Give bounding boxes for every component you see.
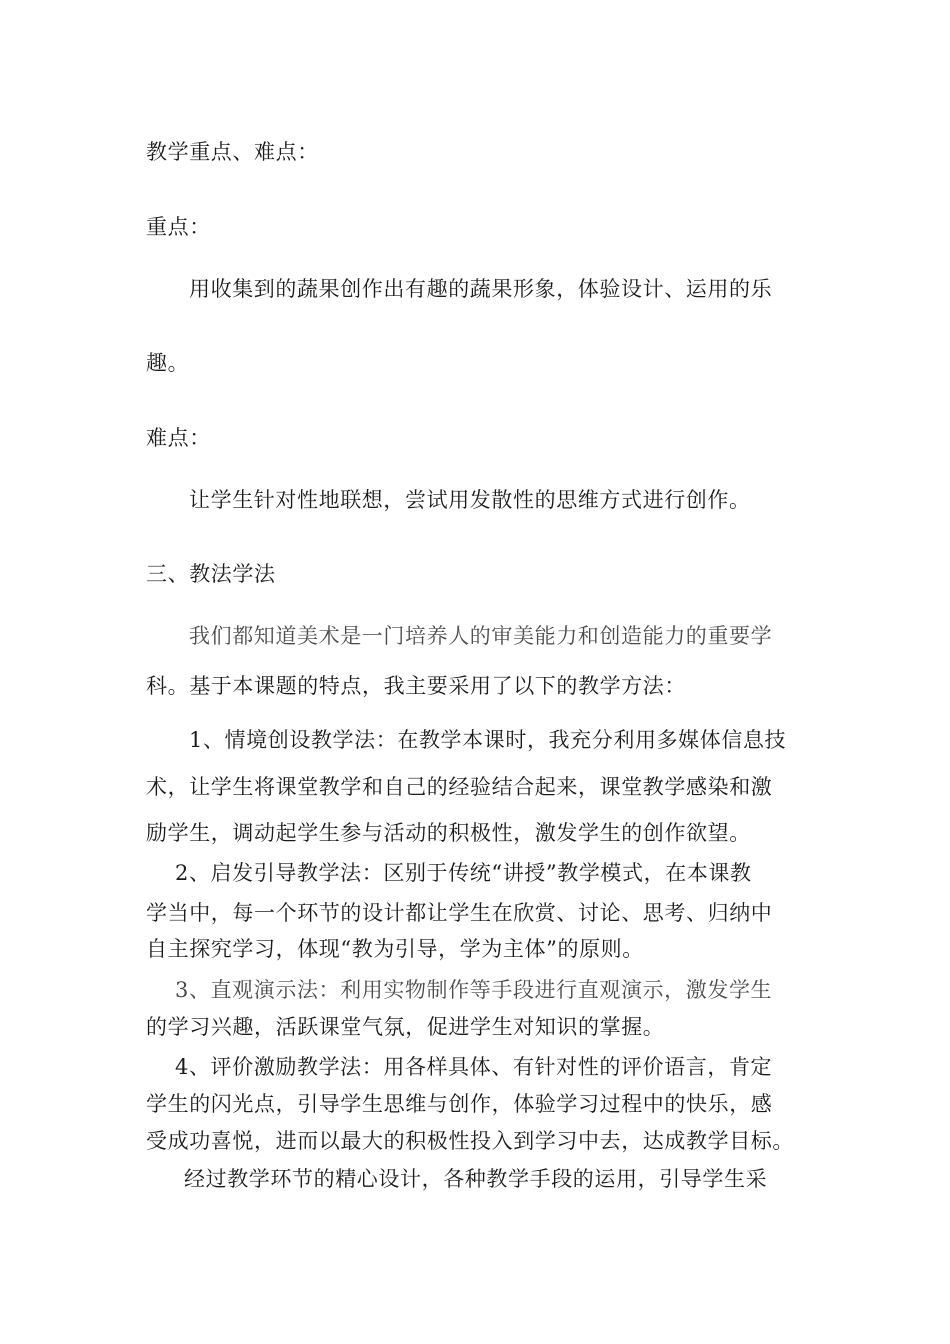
method1-line: 1、情境创设教学法：在教学本课时，我充分利用多媒体信息技 [189, 728, 787, 752]
closing-line: 经过教学环节的精心设计，各种教学手段的运用，引导学生采 [184, 1167, 768, 1191]
method3-line: 3、直观演示法：利用实物制作等手段进行直观演示，激发学生 [175, 978, 773, 1002]
key-text-line: 用收集到的蔬果创作出有趣的蔬果形象，体验设计、运用的乐 [189, 277, 773, 301]
method1-line: 励学生，调动起学生参与活动的积极性，激发学生的创作欲望。 [146, 821, 751, 845]
key-text-line: 趣。 [146, 351, 190, 375]
difficulty-label: 难点： [146, 426, 211, 450]
method2-line: 学当中，每一个环节的设计都让学生在欣赏、讨论、思考、归纳中 [146, 901, 773, 925]
method2-line: 2、启发引导教学法：区别于传统“讲授”教学模式，在本课教 [175, 861, 752, 885]
key-label: 重点： [146, 215, 211, 239]
section-three-title: 三、教法学法 [146, 562, 276, 586]
method1-line: 术，让学生将课堂教学和自己的经验结合起来，课堂教学感染和激 [146, 775, 773, 799]
method3-line: 的学习兴趣，活跃课堂气氛，促进学生对知识的掌握。 [146, 1015, 665, 1039]
method2-line: 自主探究学习，体现“教为引导，学为主体”的原则。 [146, 937, 644, 961]
intro-line: 科。基于本课题的特点，我主要采用了以下的教学方法： [146, 674, 686, 698]
intro-line: 我们都知道美术是一门培养人的审美能力和创造能力的重要学 [189, 624, 773, 648]
method4-line: 学生的闪光点，引导学生思维与创作，体验学习过程中的快乐，感 [146, 1092, 773, 1116]
difficulty-text: 让学生针对性地联想，尝试用发散性的思维方式进行创作。 [189, 488, 751, 512]
method4-line: 4、评价激励教学法：用各样具体、有针对性的评价语言，肯定 [175, 1055, 773, 1079]
method4-line: 受成功喜悦，进而以最大的积极性投入到学习中去，达成教学目标。 [146, 1129, 794, 1153]
heading-key-points: 教学重点、难点： [146, 140, 319, 164]
